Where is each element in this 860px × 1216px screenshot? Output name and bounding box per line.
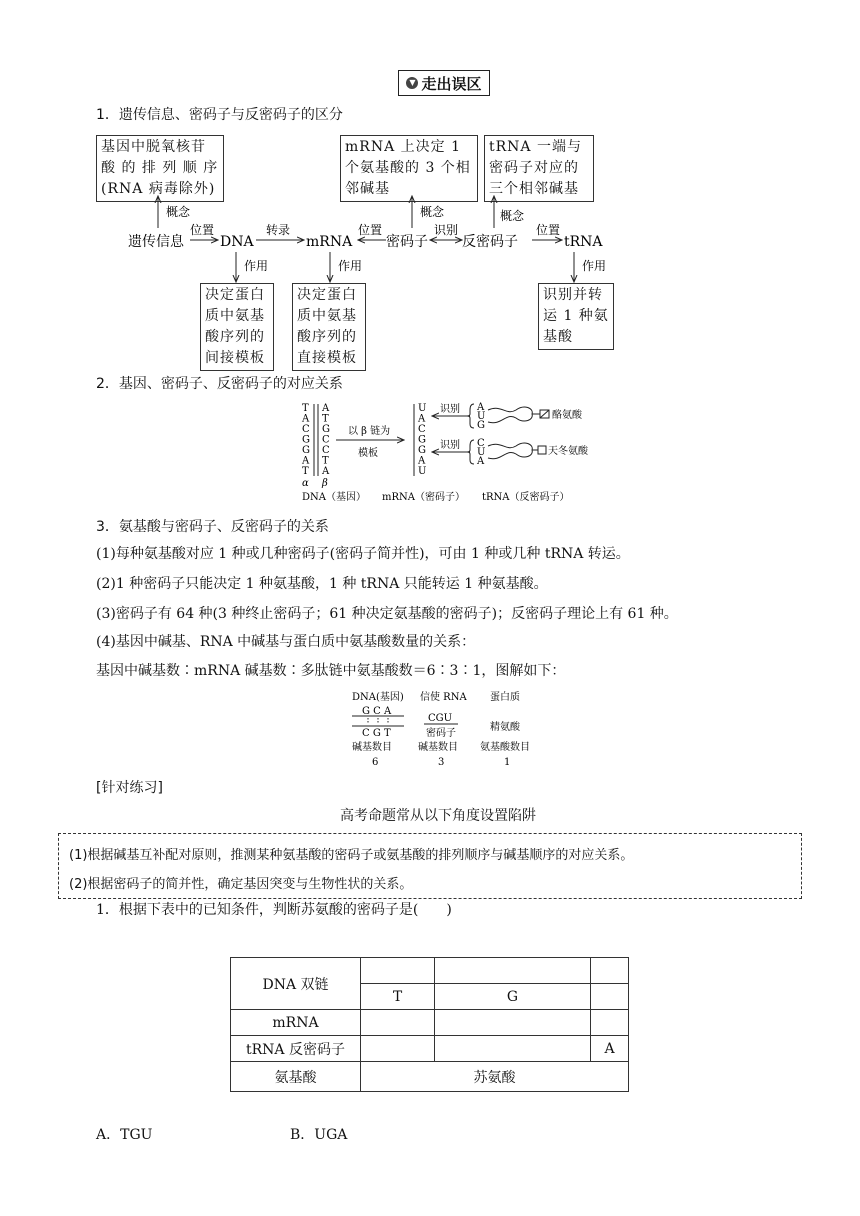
concept-label-2: 概念 [420,205,445,219]
count-value-1: 6 [372,757,379,768]
section1-heading: 1．遗传信息、密码子与反密码子的区分 [96,107,343,123]
mrna-base-4: G [418,445,426,456]
trna-node: tRNA [564,234,603,250]
codon-label: 密码子 [426,728,456,739]
trna1-base-1: U [477,411,486,422]
alpha-base-4: G [302,445,310,456]
col1-title: DNA(基因) [352,692,404,703]
trna2-base-1: U [477,447,486,458]
box-line: 间接模板 [205,350,265,366]
beta-base-1: T [322,413,329,425]
alpha-base-1: A [302,413,310,425]
role-label-2: 作用 [338,259,363,273]
paragraph-5: 基因中碱基数∶mRNA 碱基数∶多肽链中氨基酸数＝6∶3∶1，图解如下： [96,663,566,679]
alpha-base-2: C [302,424,310,435]
box-line: 运 1 种氨 [543,308,609,324]
cell-dna-G: G [435,984,591,1010]
paragraph-4: (4)基因中碱基、RNA 中碱基与蛋白质中氨基酸数量的关系： [96,634,476,650]
caption-trna: tRNA（反密码子） [482,492,570,503]
caption-dna: DNA（基因） [302,492,366,503]
alpha-base-6: T [302,466,309,477]
beta-base-5: T [322,455,329,467]
trna-role-box [538,283,614,350]
table-row [231,958,629,984]
badge-label: 走出误区 [421,74,482,93]
box-line: 酸序列的 [297,329,357,345]
col2-title: 信使 RNA [420,692,467,703]
alpha-base-0: T [302,403,309,414]
mrna-base-2: C [418,424,426,435]
trna2-base-2: A [477,456,485,467]
bottom-strand: C G T [362,728,391,739]
beta-base-0: A [322,403,330,414]
table-cell [591,1010,629,1036]
section-badge [398,70,490,96]
box-line: 密码子对应的 [489,160,579,176]
table-cell [591,958,629,984]
down-triangle-icon: ▼ [406,77,418,89]
genetic-info-node: 遗传信息 [128,234,184,250]
box-line: 质中氨基 [297,308,357,324]
paragraph-2: (2)1 种密码子只能决定 1 种氨基酸，1 种 tRNA 只能转运 1 种氨基酸。 [96,576,548,592]
codon-node: 密码子 [386,234,428,250]
table-cell [435,958,591,984]
recognize-label-1: 识别 [440,404,460,415]
count-value-2: 3 [438,757,445,768]
gene-codon-diagram [296,400,596,506]
position-label-2: 位置 [358,223,383,237]
section3-heading: 3．氨基酸与密码子、反密码子的关系 [96,519,329,535]
count-value-3: 1 [504,757,511,768]
beta-base-6: A [322,466,330,477]
box-line: 酸序列的 [205,329,265,345]
mrna-base-3: G [418,434,426,446]
box-line: 决定蛋白 [297,287,357,303]
table-cell [435,1036,591,1062]
box-line: 三个相邻碱基 [489,181,579,197]
recognition-label: 识别 [434,223,459,237]
row-label-mrna: mRNA [231,1010,361,1036]
count-label-2: 碱基数目 [418,742,458,753]
box-line: 直接模板 [297,350,357,366]
box-line: 识别并转 [543,287,603,303]
box-line: 邻碱基 [345,181,390,197]
trap-box [58,833,802,899]
paragraph-1: (1)每种氨基酸对应 1 种或几种密码子(密码子简并性)，可由 1 种或几种 tRNA 转运。 [96,546,630,562]
table-cell [361,1010,435,1036]
mrna-base-1: A [418,413,426,425]
table-cell [361,958,435,984]
box-line: 质中氨基 [205,308,265,324]
cell-dna-T: T [361,984,435,1010]
role-label-3: 作用 [582,259,607,273]
amino-tyrosine: 酪氨酸 [552,410,582,421]
beta-base-3: C [322,434,330,446]
codon-seq: CGU [428,713,453,724]
mrna-role-box [292,283,366,371]
count-label-1: 碱基数目 [352,742,392,753]
mrna-base-5: A [418,455,426,467]
cell-amino-value: 苏氨酸 [361,1062,629,1092]
recognize-label-2: 识别 [440,440,460,451]
caption-mrna: mRNA（密码子） [382,492,465,503]
dna-node: DNA [220,234,254,250]
mrna-base-0: U [418,403,427,414]
alpha-label: α [302,478,309,489]
cell-trna-A: A [591,1036,629,1062]
alpha-base-5: A [302,455,310,467]
table-cell [361,1036,435,1062]
beta-label: β [322,478,328,489]
trna1-base-0: A [477,402,485,413]
row-label-amino: 氨基酸 [231,1062,361,1092]
concept-flow-diagram [96,190,616,290]
table-cell [591,984,629,1010]
trap-1: (1)根据碱基互补配对原则，推测某种氨基酸的密码子或氨基酸的排列顺序与碱基顺序的对应关系。 [69,848,634,863]
ratio-diagram [348,688,548,770]
section2-heading: 2．基因、密码子、反密码子的对应关系 [96,376,343,392]
box-line: 决定蛋白 [205,287,265,303]
alpha-base-3: G [302,434,310,446]
position-label-1: 位置 [190,223,215,237]
box-line: 酸 的 排 列 顺 序 [101,160,219,176]
top-strand: G C A [362,706,392,717]
mrna-base-6: U [418,466,427,477]
table-row [231,1036,629,1062]
box-line: 基因中脱氧核苷 [101,139,206,155]
box-line: 基酸 [543,329,573,345]
trna2-base-0: C [477,438,485,449]
row-label-dna: DNA 双链 [231,958,361,1010]
table-row [231,1062,629,1092]
option-b[interactable]: B．UGA [290,1127,348,1143]
amino-label: 精氨酸 [490,722,520,733]
option-a[interactable]: A．TGU [96,1127,153,1143]
count-label-3: 氨基酸数目 [480,742,530,753]
practice-subtitle: 高考命题常从以下角度设置陷阱 [340,808,536,824]
beta-base-2: G [322,424,330,435]
beta-base-4: C [322,445,330,456]
template-label-2: 模板 [358,448,378,459]
trap-2: (2)根据密码子的简并性，确定基因突变与生物性状的关系。 [69,877,413,892]
trna1-base-2: G [477,420,485,431]
table-cell [435,1010,591,1036]
concept-label-3: 概念 [500,209,525,223]
box-line: 个氨基酸的 3 个相 [345,160,471,176]
transcription-label: 转录 [266,223,291,237]
table-row [231,1010,629,1036]
mrna-node: mRNA [306,234,353,250]
box-line: (RNA 病毒除外) [101,181,216,197]
position-label-3: 位置 [536,223,561,237]
row-label-trna: tRNA 反密码子 [231,1036,361,1062]
codon-table [230,957,629,1092]
paragraph-3: (3)密码子有 64 种(3 种终止密码子；61 种决定氨基酸的密码子)；反密码子理论上有 61 种。 [96,606,678,622]
question-1: 1．根据下表中的已知条件，判断苏氨酸的密码子是( ) [96,902,452,918]
box-line: tRNA 一端与 [489,139,582,155]
role-label-1: 作用 [244,259,269,273]
dna-role-box [200,283,274,371]
concept-label-1: 概念 [166,205,191,219]
anticodon-node: 反密码子 [462,234,518,250]
template-label-1: 以 β 链为 [348,426,391,437]
col3-title: 蛋白质 [490,692,520,703]
amino-aspartate: 天冬氨酸 [548,446,588,457]
box-line: mRNA 上决定 1 [345,139,461,155]
practice-label: [针对练习] [96,780,163,796]
